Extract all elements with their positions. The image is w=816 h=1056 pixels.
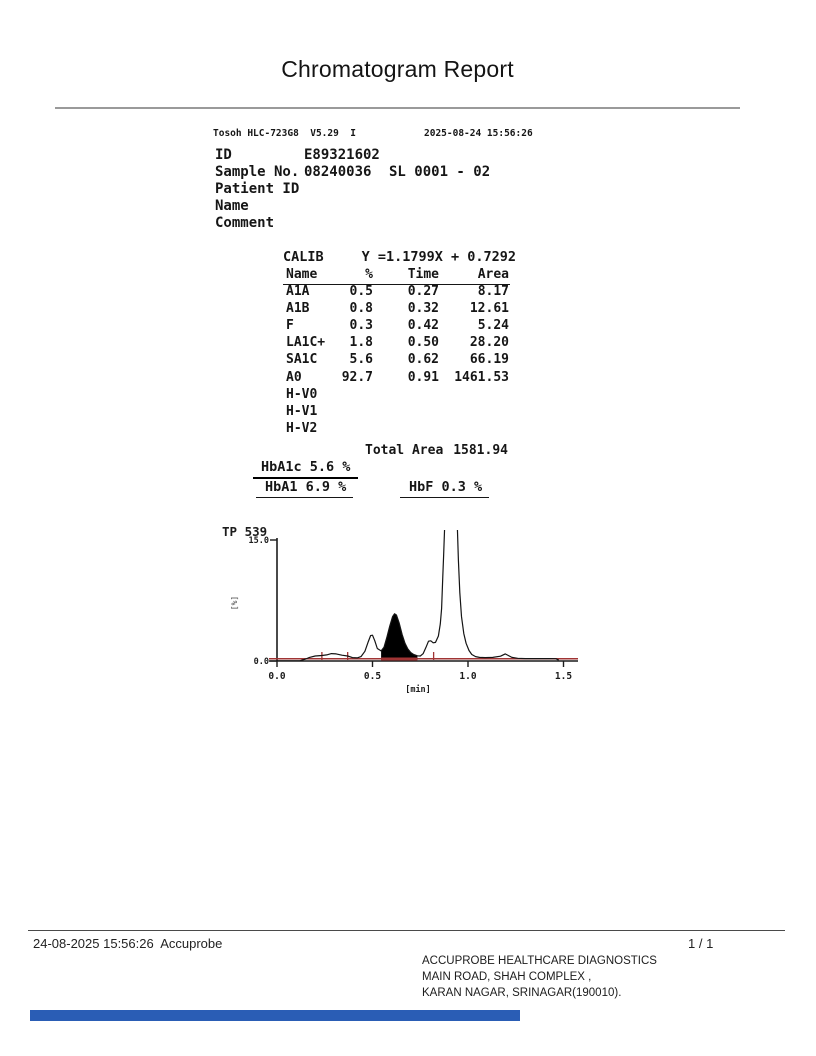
footer-accent-bar: [30, 1010, 520, 1021]
field-label: Comment: [215, 215, 275, 231]
cell-time: 0.32: [407, 301, 439, 317]
field-extra: SL 0001 - 02: [389, 164, 491, 180]
cell-pct: 1.8: [349, 335, 373, 351]
header-divider: [55, 107, 740, 109]
cell-time: 0.62: [407, 352, 439, 368]
svg-text:0.0: 0.0: [253, 657, 269, 667]
calib-label: CALIB: [283, 249, 324, 265]
report-header: [55, 56, 740, 83]
cell-area: 5.24: [477, 318, 509, 334]
result-hbf: HbF 0.3 %: [400, 479, 489, 498]
peak-table-row: [283, 301, 510, 318]
col-header-name: Name: [286, 267, 318, 282]
sample-field-row: [0, 181, 816, 198]
cell-name: F: [286, 318, 294, 334]
field-label: Sample No.: [215, 164, 300, 180]
result-hba1: HbA1 6.9 %: [256, 479, 353, 498]
peak-table-row: [283, 284, 510, 301]
page-title: Chromatogram Report: [281, 56, 514, 82]
cell-name: H-V1: [286, 403, 318, 419]
svg-text:[min]: [min]: [405, 685, 431, 695]
col-header-time: Time: [407, 267, 439, 282]
cell-area: 66.19: [469, 352, 509, 368]
sample-field-row: [0, 147, 816, 164]
sample-id-block: [0, 147, 816, 232]
calib-formula: Y =1.1799X + 0.7292: [361, 249, 516, 265]
result-hba1c: HbA1c 5.6 %: [253, 459, 358, 479]
peak-table-row: [283, 387, 510, 404]
cell-area: 12.61: [469, 301, 509, 317]
total-area-value: 1581.94: [453, 443, 508, 458]
peak-table-row: [283, 421, 510, 438]
peak-table-row: [283, 404, 510, 421]
cell-pct: 0.5: [349, 284, 373, 300]
chromatogram-svg: [215, 513, 590, 699]
address-line: ACCUPROBE HEALTHCARE DIAGNOSTICS: [422, 955, 657, 967]
svg-text:0.0: 0.0: [268, 671, 286, 682]
cell-name: LA1C+: [286, 335, 326, 351]
cell-name: A0: [286, 369, 302, 385]
field-label: ID: [215, 147, 232, 163]
sample-field-row: [0, 198, 816, 215]
sample-field-row: [0, 164, 816, 181]
cell-pct: 0.3: [349, 318, 373, 334]
cell-time: 0.50: [407, 335, 439, 351]
sample-field-row: [0, 215, 816, 232]
chromatogram-chart: [215, 513, 590, 699]
footer-divider: [28, 930, 785, 931]
svg-text:[%]: [%]: [230, 595, 239, 611]
field-value: 08240036: [304, 164, 372, 180]
cell-area: 8.17: [477, 284, 509, 300]
cell-time: 0.42: [407, 318, 439, 334]
peak-table-row: [283, 352, 510, 369]
field-label: Patient ID: [215, 181, 300, 197]
peak-table: [283, 267, 510, 438]
analysis-datetime: 2025-08-24 15:56:26: [424, 128, 533, 139]
address-line: MAIN ROAD, SHAH COMPLEX ,: [422, 971, 592, 983]
address-line: KARAN NAGAR, SRINAGAR(190010).: [422, 987, 622, 999]
svg-text:15.0: 15.0: [248, 536, 269, 546]
device-info: Tosoh HLC-723G8 V5.29 I: [213, 128, 356, 139]
svg-text:1.0: 1.0: [459, 671, 477, 682]
peak-table-row: [283, 335, 510, 352]
cell-pct: 0.8: [349, 301, 373, 317]
cell-time: 0.91: [407, 369, 439, 385]
svg-text:TP 539: TP 539: [222, 524, 268, 539]
cell-name: SA1C: [286, 352, 318, 368]
cell-name: H-V0: [286, 386, 318, 402]
page-number: 1 / 1: [688, 936, 714, 951]
cell-time: 0.27: [407, 284, 439, 300]
lab-address: [422, 953, 657, 1001]
col-header-area: Area: [477, 267, 509, 282]
total-area-label: Total Area: [365, 443, 444, 458]
peak-table-row: [283, 370, 510, 387]
cell-area: 1461.53: [454, 369, 509, 385]
cell-name: A1A: [286, 284, 310, 300]
field-label: Name: [215, 198, 249, 214]
cell-pct: 5.6: [349, 352, 373, 368]
peak-table-row: [283, 318, 510, 335]
svg-text:1.5: 1.5: [554, 671, 573, 682]
cell-area: 28.20: [469, 335, 509, 351]
cell-name: H-V2: [286, 420, 318, 436]
col-header-pct: %: [365, 267, 373, 282]
cell-name: A1B: [286, 301, 310, 317]
cell-pct: 92.7: [341, 369, 373, 385]
field-value: E89321602: [304, 147, 380, 163]
svg-text:0.5: 0.5: [363, 671, 382, 682]
peak-table-header: [283, 267, 510, 284]
footer-datetime-lab: 24-08-2025 15:56:26 Accuprobe: [33, 936, 223, 951]
